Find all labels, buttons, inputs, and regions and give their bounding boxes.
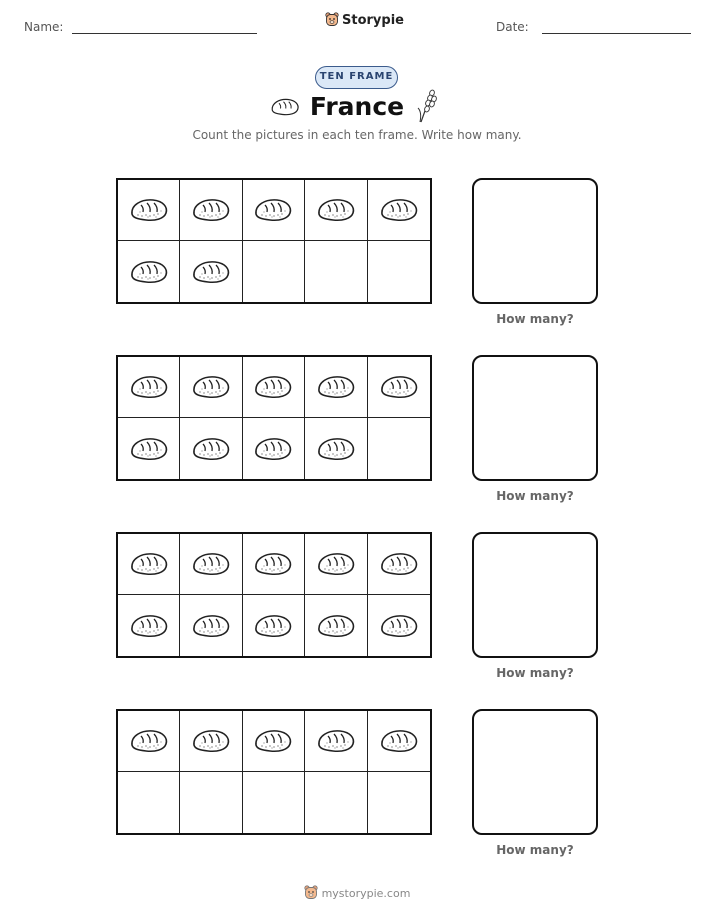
frame-cell [243,772,305,833]
how-many-label-1: How many? [496,312,574,326]
ten-frame-3 [116,532,432,658]
page-title: France [309,92,405,121]
frame-cell [243,241,305,302]
frame-cell [305,357,367,418]
frame-cell [368,711,430,772]
frame-cell [368,357,430,418]
frame-cell [243,357,305,418]
bread-loaf-icon [191,551,231,577]
ten-frame-1 [116,178,432,304]
bread-loaf-icon [379,197,419,223]
how-many-label-2: How many? [496,489,574,503]
instructions: Count the pictures in each ten frame. Write how many. [192,128,522,142]
frame-cell [243,180,305,241]
frame-cell [305,241,367,302]
name-field[interactable] [72,33,257,34]
frame-cell [180,180,242,241]
bread-loaf-icon [379,728,419,754]
frame-cell [118,711,180,772]
frame-cell [118,180,180,241]
brand-name: Storypie [342,12,404,28]
bread-loaf-icon [253,551,293,577]
frame-cell [118,357,180,418]
footer-site: mystorypie.com [321,886,411,900]
bread-loaf-icon [253,436,293,462]
frame-cell [368,418,430,479]
frame-cell [368,180,430,241]
frame-cell [118,772,180,833]
frame-cell [180,418,242,479]
frame-cell [180,711,242,772]
ten-frame-2 [116,355,432,481]
bread-loaf-icon [129,259,169,285]
frame-cell [305,772,367,833]
bread-loaf-icon [253,374,293,400]
frame-cell [305,711,367,772]
how-many-label-4: How many? [496,843,574,857]
bread-loaf-icon [316,374,356,400]
bread-loaf-icon [191,259,231,285]
frame-cell [180,357,242,418]
how-many-label-3: How many? [496,666,574,680]
bread-loaf-icon [379,613,419,639]
frame-cell [305,180,367,241]
bread-loaf-icon [253,728,293,754]
bread-loaf-icon [129,197,169,223]
bread-loaf-icon [191,374,231,400]
bread-loaf-icon [316,551,356,577]
frame-cell [243,595,305,656]
frame-cell [305,595,367,656]
bread-loaf-icon [253,197,293,223]
bread-loaf-icon [129,374,169,400]
frame-cell [368,534,430,595]
frame-cell [368,595,430,656]
bear-mascot-icon [304,885,318,901]
frame-cell [180,241,242,302]
name-label: Name: [24,20,64,34]
frame-cell [368,772,430,833]
bread-loaf-icon [379,551,419,577]
frame-cell [118,418,180,479]
frame-cell [243,418,305,479]
bread-loaf-icon [316,197,356,223]
bread-loaf-icon [191,613,231,639]
date-field[interactable] [542,33,691,34]
frame-cell [180,534,242,595]
answer-box-2[interactable] [472,355,598,481]
bread-loaf-icon [253,613,293,639]
storypie-logo [325,12,404,28]
lavender-icon [417,88,439,124]
footer [0,885,714,901]
frame-cell [243,534,305,595]
ten-frame-badge: TEN FRAME [315,66,398,89]
frame-cell [305,534,367,595]
bread-loaf-icon [316,728,356,754]
frame-cell [180,595,242,656]
frame-cell [243,711,305,772]
bread-loaf-icon [129,613,169,639]
bread-loaf-icon [316,436,356,462]
bear-mascot-icon [325,12,339,28]
frame-cell [118,534,180,595]
answer-box-3[interactable] [472,532,598,658]
bread-loaf-icon [316,613,356,639]
bread-loaf-icon [129,436,169,462]
bread-loaf-icon [191,436,231,462]
frame-cell [305,418,367,479]
answer-box-1[interactable] [472,178,598,304]
ten-frame-4 [116,709,432,835]
frame-cell [180,772,242,833]
frame-cell [118,595,180,656]
bread-loaf-icon [129,551,169,577]
bread-loaf-icon [191,197,231,223]
date-label: Date: [496,20,529,34]
bread-loaf-icon [191,728,231,754]
bread-loaf-icon [379,374,419,400]
frame-cell [368,241,430,302]
bread-loaf-icon [129,728,169,754]
answer-box-4[interactable] [472,709,598,835]
frame-cell [118,241,180,302]
